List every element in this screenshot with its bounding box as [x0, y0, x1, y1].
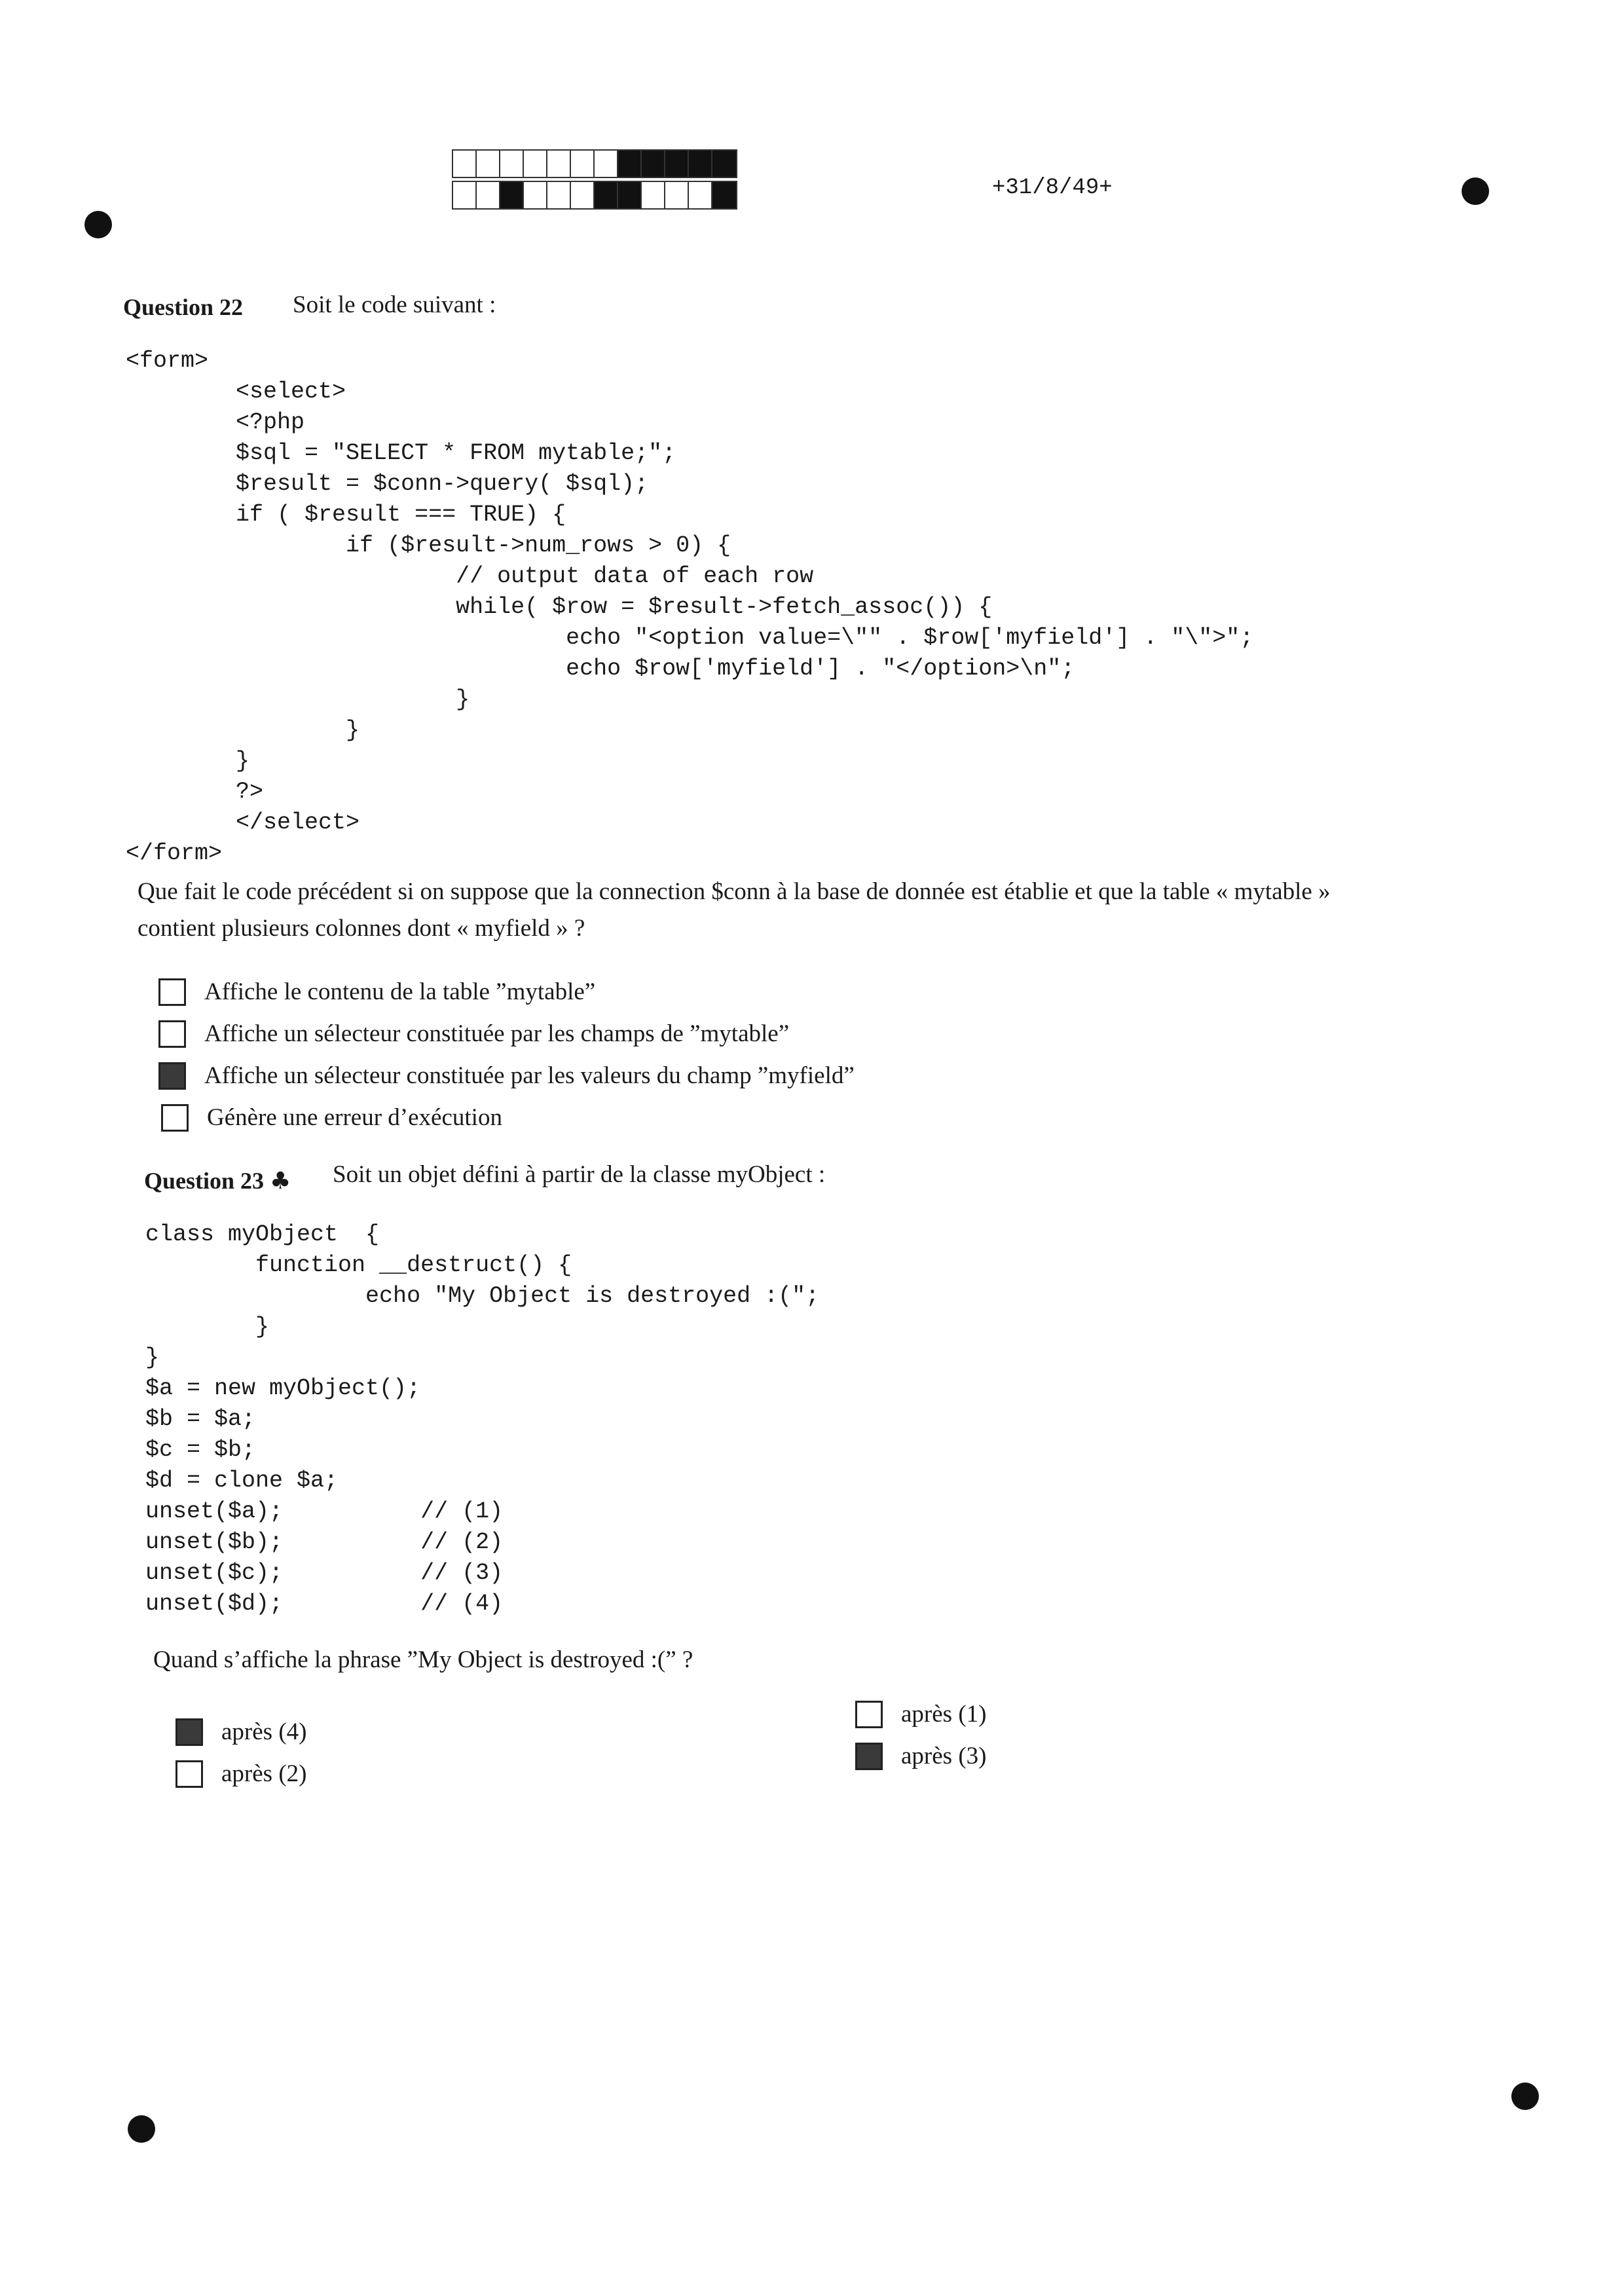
barcode-cell — [618, 182, 642, 208]
q22-option-1-checkbox[interactable] — [158, 978, 186, 1006]
question-22-label: Question 22 — [123, 294, 244, 320]
q23-option-2[interactable] — [175, 1760, 306, 1788]
barcode-cell — [547, 151, 571, 177]
barcode-cell — [500, 182, 524, 208]
barcode-cell — [665, 182, 689, 208]
q23-option-4[interactable] — [855, 1742, 986, 1770]
question-22-intro: Soit le code suivant : — [293, 291, 496, 318]
question-23-intro: Soit un objet défini à partir de la classe myObject : — [333, 1161, 826, 1188]
barcode-row-2 — [452, 181, 737, 210]
barcode-cell — [571, 182, 595, 208]
barcode-cell — [712, 182, 736, 208]
registration-mark-top-left — [84, 211, 112, 238]
barcode-cell — [547, 182, 571, 208]
registration-mark-top-right — [1462, 177, 1489, 205]
question-22-prompt-line-1: Que fait le code précédent si on suppose que la connection $conn à la base de donnée est établie et que la table « mytable » — [138, 878, 1331, 905]
barcode-cell — [571, 151, 595, 177]
q22-option-4[interactable] — [161, 1103, 502, 1132]
barcode-cell — [665, 151, 689, 177]
registration-mark-bottom-right — [1511, 2083, 1539, 2110]
barcode-cell — [477, 151, 500, 177]
barcode-cell — [712, 151, 736, 177]
q23-option-3-checkbox[interactable] — [855, 1701, 883, 1728]
barcode-cell — [618, 151, 642, 177]
barcode-cell — [595, 182, 618, 208]
q22-option-1-label: Affiche le contenu de la table ”mytable” — [204, 978, 596, 1005]
question-22-prompt-line-2: contient plusieurs colonnes dont « myfield » ? — [138, 915, 585, 942]
q22-option-3[interactable] — [158, 1062, 855, 1090]
barcode-cell — [689, 182, 712, 208]
barcode-cell — [500, 151, 524, 177]
barcode-cell — [453, 182, 477, 208]
question-23-code: class myObject { function __destruct() { echo "My Object is destroyed :("; } } $a = new myObject(); $b = $a; $c = $b; $d = clone $a; unset($a); // (1) unset($b); // (2) unset($c); // (3) unset($d); // (4) — [145, 1221, 820, 1617]
club-icon: ♣ — [270, 1168, 291, 1194]
q22-option-2[interactable] — [158, 1020, 789, 1048]
barcode-row-1 — [452, 149, 737, 178]
barcode-cell — [595, 151, 618, 177]
barcode-cell — [524, 151, 547, 177]
q23-option-2-label: après (2) — [221, 1760, 307, 1787]
q22-option-3-checkbox[interactable] — [158, 1062, 186, 1090]
question-23-label-text: Question 23 — [144, 1168, 265, 1194]
q22-option-1[interactable] — [158, 978, 595, 1006]
q22-option-2-label: Affiche un sélecteur constituée par les champs de ”mytable” — [204, 1020, 790, 1047]
q23-option-1[interactable] — [175, 1718, 306, 1746]
q22-option-4-label: Génère une erreur d’exécution — [207, 1104, 502, 1131]
barcode-cell — [642, 182, 665, 208]
q23-option-4-label: après (3) — [901, 1743, 987, 1769]
barcode-cell — [524, 182, 547, 208]
question-22-code: <form> <select> <?php $sql = "SELECT * FROM mytable;"; $result = $conn->query( $sql); if ( $result === TRUE) { if ($result->num_rows > 0) { // output data of each row while( $row = $result->fetch_assoc()) { echo "<option value=\"" . $row['myfield'] . "\">"; echo $row['myfield'] . "</option>\n"; } } } ?> </select> </form> — [126, 348, 1254, 866]
question-23-label — [144, 1167, 291, 1194]
q22-option-4-checkbox[interactable] — [161, 1104, 189, 1132]
q23-option-1-checkbox[interactable] — [175, 1718, 203, 1746]
q23-option-1-label: après (4) — [221, 1718, 307, 1745]
q22-option-3-label: Affiche un sélecteur constituée par les valeurs du champ ”myfield” — [204, 1062, 855, 1089]
q23-option-4-checkbox[interactable] — [855, 1743, 883, 1770]
q23-option-2-checkbox[interactable] — [175, 1760, 203, 1788]
q22-option-2-checkbox[interactable] — [158, 1020, 186, 1048]
barcode-cell — [477, 182, 500, 208]
registration-mark-bottom-left — [128, 2115, 155, 2143]
sheet-id: +31/8/49+ — [992, 176, 1113, 200]
barcode-cell — [689, 151, 712, 177]
barcode-cell — [642, 151, 665, 177]
q23-option-3[interactable] — [855, 1700, 986, 1728]
q23-option-3-label: après (1) — [901, 1701, 987, 1728]
barcode-cell — [453, 151, 477, 177]
question-22-prompt — [138, 871, 1500, 950]
question-23-prompt: Quand s’affiche la phrase ”My Object is destroyed :(” ? — [153, 1646, 693, 1673]
